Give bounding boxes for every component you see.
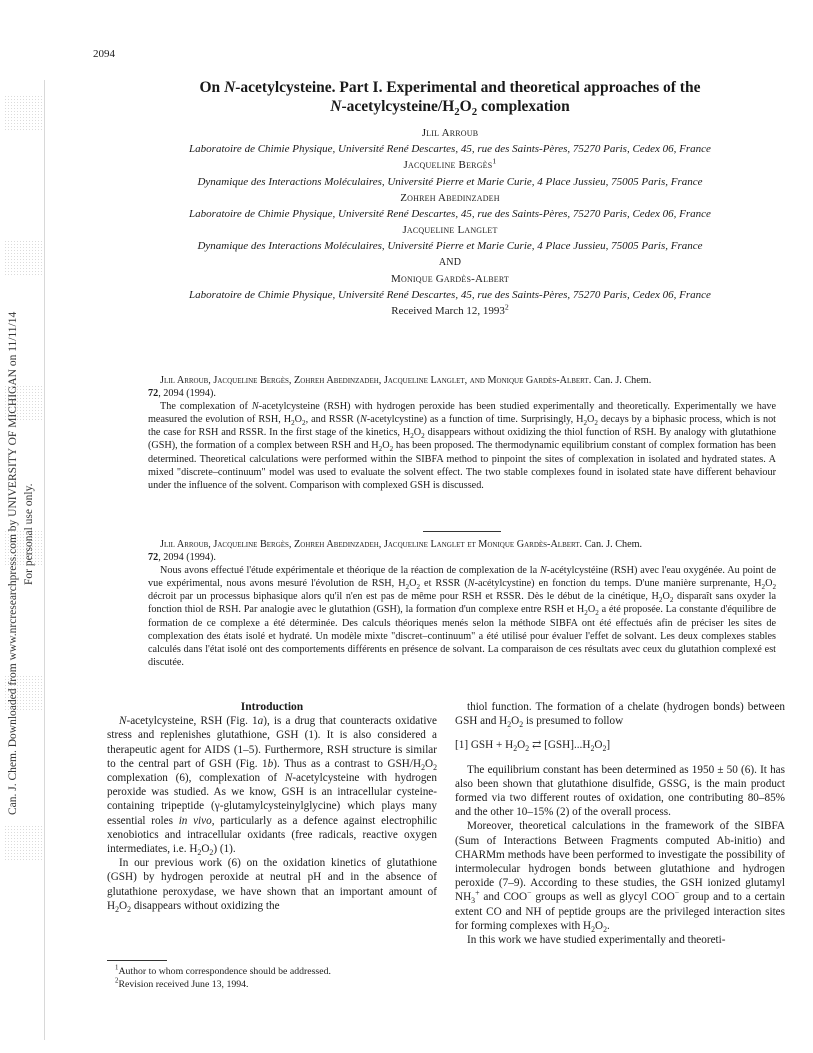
scan-noise (4, 825, 42, 861)
author-name: Zohreh Abedinzadeh (400, 191, 500, 204)
received-date: Received March 12, 1993$^2$ (391, 302, 509, 318)
author-name: Jacqueline Bergès$^1$ (403, 156, 497, 172)
section-heading: Introduction (240, 701, 304, 713)
footnote: $^1$Author to whom correspondence should be addressed. (115, 964, 331, 977)
watermark-line-2: For personal use only. (23, 483, 35, 585)
and-separator: AND (438, 256, 462, 268)
abstract-divider (423, 531, 501, 532)
body-paragraph: N-acetylcysteine, RSH (Fig. 1a), is a drug that counteracts oxidative stress and replenishes glutathione, GSH (1). It is also considered a therapeutic agent for AIDS (1–5). Furthermore, RSH structure is similar to the central part of GSH (Fig. 1b). Thus as a contrast to GSH/$H_2O_2$ complexation (6), complexation of N-acetylcysteine with hydrogen peroxide was studied. As we know, GSH is an intracellular cysteine-containing tripeptide (γ-glutamylcysteinylglycine) which plays many essential roles in vivo, particularly as a defence against electrophilic xenobiotics and intracellular oxidants (free radicals, reactive oxygen intermediates, i.e. $H_2O_2$) (1). (107, 715, 438, 858)
body-paragraph: In this work we have studied experimentally and theoreti- (467, 934, 726, 947)
body-paragraph: In our previous work (6) on the oxidation kinetics of glutathione (GSH) by hydrogen peroxide at neutral pH and in the absence of glutathione peroxydase, we have shown that an important amount of $H_2O_2$ disappears without oxidizing the (107, 857, 437, 915)
body-paragraph: Moreover, theoretical calculations in the framework of the SIBFA (Sum of Interactions Between Fragments computed Ab-initio) and CHARMm methods have been performed to investigate the possibility of intermolecular hydrogen bonds between glutathione and hydrogen peroxide (7–9). According to these studies, the GSH ionized glutamyl $NH_3^+$ and COO− groups as well as glycyl COO− group and to a certain extent CO and NH of peptide groups are the privileged interaction sites for forming complexes with $H_2O_2$. (455, 820, 785, 935)
author-block (110, 125, 790, 319)
title-line-2: $N-acetylcysteine/H_2O_2$ complexation (330, 98, 570, 119)
scan-noise (4, 95, 42, 131)
footnote: $^2$Revision received June 13, 1994. (115, 977, 249, 990)
author-name: Jlil Arroub (421, 127, 479, 139)
equation: [1] GSH + $H_2O_2$ ⇄ $[GSH]...H_2O_2$] (455, 739, 611, 754)
footnotes (107, 966, 437, 991)
author-affiliation: Laboratoire de Chimie Physique, Université René Descartes, 45, rue des Saints-Pères, 75270 Paris, Cedex 06, France (189, 143, 711, 156)
abstract-french (148, 538, 776, 669)
author-name: Jacqueline Langlet (402, 224, 498, 237)
body-paragraph: The equilibrium constant has been determined as 1950 ± 50 (6). It has also been shown that glutathione disulfide, GSSG, is the main product formed via two different routes of oxidation, one contributing 80–85% and the other 10–15% (2) of the overall process. (455, 763, 785, 819)
author-affiliation: Dynamique des Interactions Moléculaires, Université Pierre et Marie Curie, 4 Place Jussieu, 75005 Paris, France (197, 240, 703, 253)
abstract-citation: Jlil Arroub, Jacqueline Bergès, Zohreh Abedinzadeh, Jacqueline Langlet et Monique Gardès-Albert. Can. J. Chem. 72, 2094 (1994). (148, 539, 643, 564)
abstract-english (148, 374, 776, 492)
article-title (120, 78, 780, 119)
page-number: 2094 (93, 48, 115, 60)
abstract-text: Nous avons effectué l'étude expérimentale et théorique de la réaction de complexation de la N-acétylcystéine (RSH) avec l'eau oxygénée. Au point de vue expérimental, nous avons mesuré l'évolution de RSH, $H_2O_2$ et RSSR (N-acétylcystine) en fonction du temps. D'une manière surprenante, $H_2O_2$ décroit par un processus biphasique alors qu'il n'en est pas de même pour RSH et RSSR. Dès le début de la cinétique, $H_2O_2$ disparaît sans oxyder la fonction thiol de RSH. Par analogie avec le glutathion (GSH), la formation d'un complexe entre RSH et $H_2O_2$ a été proposée. La constante d'équilibre de formation de ce complexe a été déterminée. Des calculs théoriques menés selon la méthode SIBFA ont été effectués afin de préciser les sites de complexation des états isolé et hydraté. Un modèle mixte "discret–continuum" a été utilisé pour évaluer l'effet de solvant. Les deux complexes stables calculés dans l'état isolé ont des comportements différents en présence de solvant. La comparaison de ces résultats avec ceux du glutathion complexé est discutée. (148, 565, 776, 668)
download-watermark (2, 260, 50, 820)
abstract-citation: Jlil Arroub, Jacqueline Bergès, Zohreh Abedinzadeh, Jacqueline Langlet, and Monique Gardès-Albert. Can. J. Chem. 72, 2094 (1994). (148, 375, 652, 400)
watermark-line-1: Can. J. Chem. Downloaded from www.nrcresearchpress.com by UNIVERSITY OF MICHIGAN on 11/11/14 (7, 311, 19, 815)
author-affiliation: Laboratoire de Chimie Physique, Université René Descartes, 45, rue des Saints-Pères, 75270 Paris, Cedex 06, France (189, 208, 711, 221)
author-name: Monique Gardès-Albert (390, 272, 510, 285)
title-line-1: On N-acetylcysteine. Part I. Experimental and theoretical approaches of the (199, 79, 701, 96)
right-column (455, 700, 785, 947)
author-affiliation: Laboratoire de Chimie Physique, Université René Descartes, 45, rue des Saints-Pères, 75270 Paris, Cedex 06, France (189, 289, 711, 302)
body-paragraph: thiol function. The formation of a chelate (hydrogen bonds) between GSH and $H_2O_2$ is presumed to follow (455, 701, 785, 730)
footnote-rule (107, 960, 167, 961)
author-affiliation: Dynamique des Interactions Moléculaires, Université Pierre et Marie Curie, 4 Place Jussieu, 75005 Paris, France (197, 175, 703, 188)
left-column (107, 700, 437, 913)
abstract-text: The complexation of N-acetylcysteine (RSH) with hydrogen peroxide has been studied experimentally and theoretically. Experimentally we have measured the evolution of RSH, $H_2O_2$, and RSSR (N-acetylcystine) as a function of time. Surprisingly, $H_2O_2$ decays by a biphasic process, which is not the case for RSH and RSSR. In the first stage of the kinetics, $H_2O_2$ disappears without oxidizing the thiol function of RSH. By analogy with glutathione (GSH), the formation of a complex between RSH and $H_2O_2$ has been proposed. The thermodynamic equilibrium constant of complex formation has been determined. Theoretical calculations were performed within the SIBFA method to pinpoint the sites of complexation in isolated and hydrated states. A mixed "discrete–continuum" model was used to evaluate the solvent effect. The two stable complexes found in isolated state have different behaviour under the influence of the solvent. Comparison with complexed GSH is discussed. (148, 401, 777, 491)
